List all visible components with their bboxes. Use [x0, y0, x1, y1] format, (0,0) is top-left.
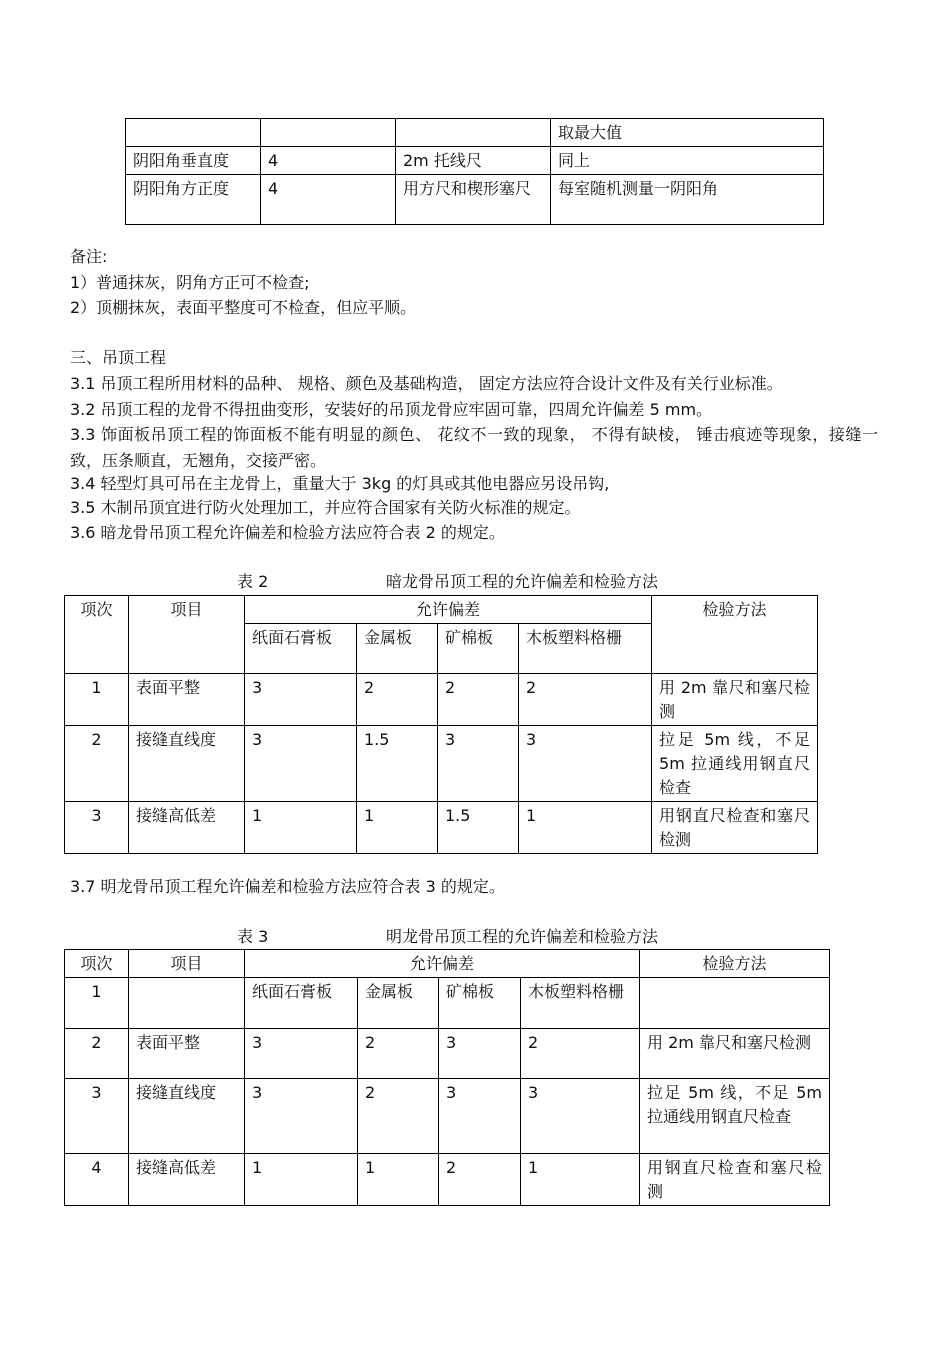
table-cell	[126, 119, 261, 147]
table-cell: 拉足 5m 线，不足 5m 拉通线用钢直尺检查	[652, 726, 818, 802]
header-cell: 检验方法	[652, 596, 818, 674]
table-cell: 1.5	[438, 802, 519, 854]
paragraph: 3.1 吊顶工程所用材料的品种、 规格、颜色及基础构造， 固定方法应符合设计文件及有关行业标准。	[70, 374, 783, 393]
table-row	[65, 726, 818, 802]
paragraph: 3.7 明龙骨吊顶工程允许偏差和检验方法应符合表 3 的规定。	[70, 877, 505, 896]
table-cell: 2	[65, 726, 129, 802]
table-cell: 接缝高低差	[129, 1154, 245, 1206]
header-cell: 木板塑料格栅	[519, 624, 652, 674]
table-cell: 4	[261, 147, 396, 175]
paragraph: 3.3 饰面板吊顶工程的饰面板不能有明显的颜色、 花纹不一致的现象， 不得有缺棱， 锤击痕迹等现象，接缝一致，压条顺直，无翘角，交接严密。	[70, 425, 878, 470]
table-cell: 3	[245, 726, 357, 802]
header-cell: 允许偏差	[245, 596, 652, 624]
paragraph: 3.4 轻型灯具可吊在主龙骨上，重量大于 3kg 的灯具或其他电器应另设吊钩,	[70, 474, 610, 493]
table2-caption-number: 表 2	[237, 572, 269, 591]
table-cell: 1	[521, 1154, 640, 1206]
table-cell: 矿棉板	[439, 978, 521, 1029]
table-cell: 3	[519, 726, 652, 802]
header-cell: 纸面石膏板	[245, 624, 357, 674]
table-cell: 2	[439, 1154, 521, 1206]
table-cell: 用钢直尺检查和塞尺检测	[652, 802, 818, 854]
table-cell: 拉足 5m 线，不足 5m 拉通线用钢直尺检查	[640, 1079, 830, 1154]
table-cell: 3	[438, 726, 519, 802]
notes-title: 备注:	[70, 247, 108, 266]
table-cell: 用 2m 靠尺和塞尺检测	[652, 674, 818, 726]
header-cell: 项目	[129, 950, 245, 978]
note-item: 1）普通抹灰，阴角方正可不检查;	[70, 273, 310, 292]
table-cell: 1	[519, 802, 652, 854]
table-cell: 3	[245, 674, 357, 726]
section-heading: 三、吊顶工程	[70, 348, 167, 367]
table-cell: 取最大值	[551, 119, 824, 147]
table-row	[126, 147, 824, 175]
table-cell: 阴阳角垂直度	[126, 147, 261, 175]
table-cell: 2	[521, 1029, 640, 1079]
table-cell: 接缝高低差	[129, 802, 245, 854]
table-cell: 3	[439, 1079, 521, 1154]
table-cell: 用 2m 靠尺和塞尺检测	[640, 1029, 830, 1079]
table-cell: 3	[65, 802, 129, 854]
table-row	[65, 1154, 830, 1206]
paragraph: 3.6 暗龙骨吊顶工程允许偏差和检验方法应符合表 2 的规定。	[70, 523, 505, 542]
header-cell: 项目	[129, 596, 245, 674]
table-row	[65, 674, 818, 726]
paragraph: 3.2 吊顶工程的龙骨不得扭曲变形，安装好的吊顶龙骨应牢固可靠，四周允许偏差 5 mm。	[70, 400, 713, 419]
header-cell: 项次	[65, 950, 129, 978]
table-cell: 用钢直尺检查和塞尺检测	[640, 1154, 830, 1206]
table-cell	[396, 119, 551, 147]
table-row	[65, 596, 818, 624]
table2-caption-title: 暗龙骨吊顶工程的允许偏差和检验方法	[386, 572, 659, 591]
table-cell: 阴阳角方正度	[126, 175, 261, 225]
table-row	[126, 119, 824, 147]
table-row	[126, 175, 824, 225]
table3-caption-number: 表 3	[237, 927, 269, 946]
table-cell: 2m 托线尺	[396, 147, 551, 175]
table-cell: 4	[261, 175, 396, 225]
table-cell: 同上	[551, 147, 824, 175]
table-row	[65, 1079, 830, 1154]
table-cell	[261, 119, 396, 147]
table-row	[65, 1029, 830, 1079]
table-cell	[640, 978, 830, 1029]
header-cell: 检验方法	[640, 950, 830, 978]
table-cell: 金属板	[358, 978, 439, 1029]
table-cell	[129, 978, 245, 1029]
table-cell: 2	[438, 674, 519, 726]
table-cell: 2	[358, 1079, 439, 1154]
table-cell: 每室随机测量一阴阳角	[551, 175, 824, 225]
table3-caption-title: 明龙骨吊顶工程的允许偏差和检验方法	[386, 927, 659, 946]
header-cell: 金属板	[357, 624, 438, 674]
table-cell: 2	[357, 674, 438, 726]
table-cell: 3	[245, 1029, 358, 1079]
table-cell: 纸面石膏板	[245, 978, 358, 1029]
table-cell: 接缝直线度	[129, 1079, 245, 1154]
table-row	[65, 802, 818, 854]
table-cell: 2	[65, 1029, 129, 1079]
table-cell: 1	[245, 802, 357, 854]
table-cell: 1	[357, 802, 438, 854]
table-cell: 1.5	[357, 726, 438, 802]
table-cell: 接缝直线度	[129, 726, 245, 802]
table-cell: 3	[439, 1029, 521, 1079]
table3	[64, 949, 830, 1206]
table-cell: 表面平整	[129, 674, 245, 726]
table-cell: 2	[519, 674, 652, 726]
table1	[125, 118, 824, 225]
header-cell: 项次	[65, 596, 129, 674]
table-cell: 2	[358, 1029, 439, 1079]
table-cell: 1	[358, 1154, 439, 1206]
table-cell: 3	[521, 1079, 640, 1154]
table-cell: 3	[65, 1079, 129, 1154]
header-cell: 矿棉板	[438, 624, 519, 674]
header-cell: 允许偏差	[245, 950, 640, 978]
table-cell: 用方尺和楔形塞尺	[396, 175, 551, 225]
table-cell: 1	[245, 1154, 358, 1206]
table-cell: 表面平整	[129, 1029, 245, 1079]
table-row	[65, 978, 830, 1029]
table-cell: 1	[65, 978, 129, 1029]
table-cell: 1	[65, 674, 129, 726]
table-cell: 木板塑料格栅	[521, 978, 640, 1029]
table-row	[65, 950, 830, 978]
table2	[64, 595, 818, 854]
paragraph: 3.5 木制吊顶宜进行防火处理加工，并应符合国家有关防火标准的规定。	[70, 498, 581, 517]
table-cell: 4	[65, 1154, 129, 1206]
note-item: 2）顶棚抹灰，表面平整度可不检查，但应平顺。	[70, 298, 417, 317]
table-cell: 3	[245, 1079, 358, 1154]
